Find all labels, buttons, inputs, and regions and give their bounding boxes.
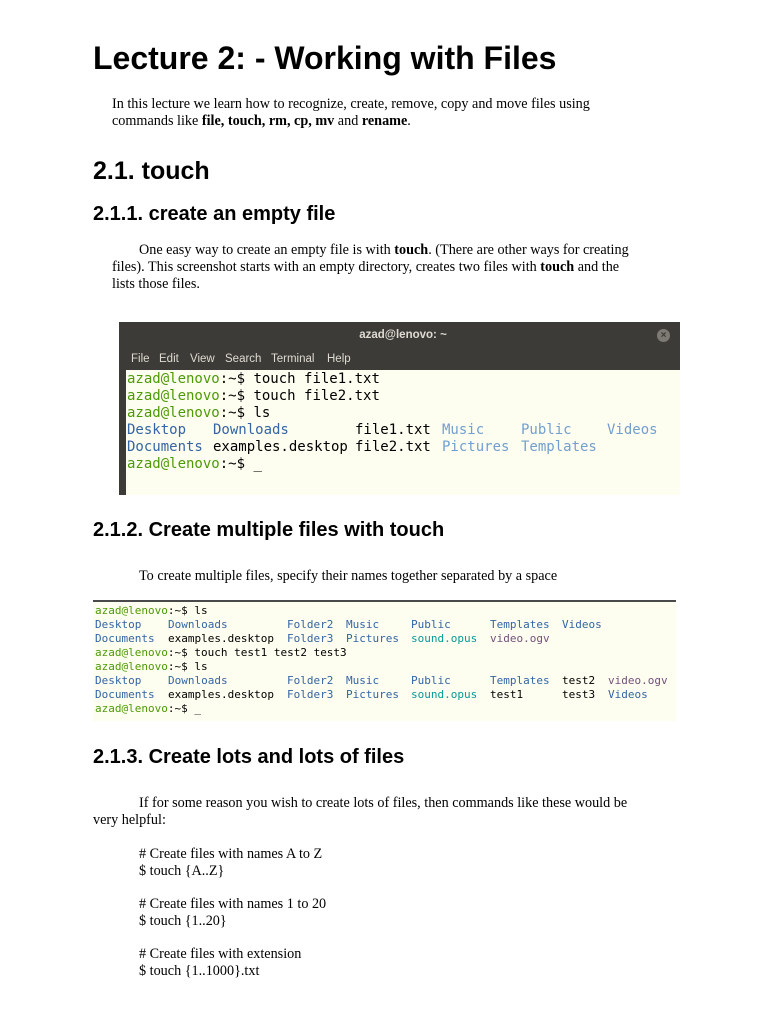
ls-item: Pictures [346,688,399,701]
ls-item: video.ogv [490,632,550,645]
ls-item: Music [346,674,380,687]
para-text-d: and the [574,259,620,275]
ls-item: Public [411,618,451,631]
code-command: $ touch {1..1000}.txt [139,963,260,979]
prompt-user: azad@lenovo [127,456,220,472]
ls-item: Downloads [213,422,289,438]
code-comment: # Create files with extension [139,946,302,962]
menu-edit: Edit [159,353,179,365]
para-line-2 [112,259,678,276]
cursor: _ [253,456,262,472]
para-touch-2: touch [540,259,575,275]
command: touch file2.txt [253,388,380,404]
prompt-user: azad@lenovo [127,388,220,404]
para-line-1 [112,242,678,259]
menu-help: Help [327,353,351,365]
code-command: $ touch {A..Z} [139,863,225,879]
ls-item: Videos [608,688,648,701]
ls-item: test2 [562,674,596,687]
intro-line-2 [112,113,692,130]
menu-search: Search [225,353,262,365]
ls-item: video.ogv [608,674,668,687]
ls-item: test1 [490,688,524,701]
ls-item: Downloads [168,674,228,687]
ls-item: Documents [127,439,203,455]
terminal-titlebar [126,322,680,351]
terminal-screenshot-2 [93,600,676,721]
ls-item: Templates [490,674,550,687]
intro-line-1: In this lecture we learn how to recognize, create, remove, copy and move files using [112,96,590,112]
terminal-screenshot-1 [119,322,680,495]
ls-item: Desktop [95,618,142,631]
terminal-menubar [126,351,680,370]
section-heading-2-1-2: 2.1.2. Create multiple files with touch [93,519,445,541]
intro-period: . [407,113,411,129]
terminal2-line-prompt: azad@lenovo:~$ _ [95,702,201,715]
section-2-1-1-paragraph [112,242,678,293]
ls-item: Desktop [95,674,142,687]
para-text-a: One easy way to create an empty file is with [139,242,395,258]
para-line-1: If for some reason you wish to create lots of files, then commands like these would be [139,795,628,811]
ls-item: Folder3 [287,632,334,645]
ls-item: Public [521,422,572,438]
terminal-window-title: azad@lenovo: ~ [359,329,447,341]
ls-item: Pictures [346,632,399,645]
menu-file: File [131,353,150,365]
section-heading-2-1: 2.1. touch [93,157,210,185]
ls-item: Folder3 [287,688,334,701]
menu-terminal: Terminal [271,353,315,365]
command: ls [253,405,271,421]
para-line-3: lists those files. [112,276,200,292]
command: touch file1.txt [253,371,380,387]
prompt-sep: :~$ [219,388,254,404]
section-2-1-3-paragraph [93,795,693,829]
terminal-line-prompt [127,456,262,473]
intro-paragraph [112,96,692,130]
ls-item: Folder2 [287,618,334,631]
ls-item: Documents [95,632,155,645]
ls-item: examples.desktop [168,632,274,645]
ls-item: Desktop [127,422,187,438]
para-text-c: files). This screenshot starts with an empty directory, creates two files with [112,259,541,275]
para-text-b: . (There are other ways for creating [428,242,629,258]
terminal-line-1 [127,371,380,388]
ls-item: examples.desktop [213,439,348,455]
ls-item: Downloads [168,618,228,631]
terminal2-line-touch: azad@lenovo:~$ touch test1 test2 test3 [95,646,347,659]
ls-item: sound.opus [411,632,478,645]
ls-item: Videos [562,618,602,631]
page-title: Lecture 2: - Working with Files [93,40,557,76]
close-icon: × [657,329,670,342]
ls-item: Videos [607,422,658,438]
terminal-line-3 [127,405,270,422]
para-line-2: very helpful: [93,812,166,828]
code-comment: # Create files with names A to Z [139,846,323,862]
ls-item: Music [346,618,380,631]
section-heading-2-1-1: 2.1.1. create an empty file [93,203,336,225]
para-touch-1: touch [394,242,429,258]
ls-item: Templates [490,618,550,631]
prompt-user: azad@lenovo [127,405,220,421]
ls-item: Music [442,422,485,438]
terminal-line-2 [127,388,380,405]
terminal-edge [119,322,126,495]
code-command: $ touch {1..20} [139,913,227,929]
prompt-sep: :~$ [219,405,254,421]
ls-item: file2.txt [355,439,431,455]
ls-item: sound.opus [411,688,478,701]
ls-item: Pictures [442,439,510,455]
section-heading-2-1-3: 2.1.3. Create lots and lots of files [93,746,405,768]
ls-item: Public [411,674,451,687]
intro-and: and [334,113,362,129]
ls-item: Documents [95,688,155,701]
section-2-1-2-paragraph: To create multiple files, specify their names together separated by a space [139,568,558,584]
code-block [139,846,326,980]
code-comment: # Create files with names 1 to 20 [139,896,327,912]
ls-item: test3 [562,688,596,701]
intro-rename: rename [361,113,408,129]
ls-item: Templates [521,439,597,455]
terminal2-line-1: azad@lenovo:~$ ls [95,604,208,617]
terminal-body [127,371,680,495]
prompt-sep: :~$ [219,456,254,472]
intro-text: commands like [112,113,202,129]
ls-item: Folder2 [287,674,334,687]
intro-commands: file, touch, rm, cp, mv [201,113,335,129]
ls-item: examples.desktop [168,688,274,701]
ls-item: file1.txt [355,422,431,438]
terminal2-line-ls: azad@lenovo:~$ ls [95,660,208,673]
prompt-user: azad@lenovo [127,371,220,387]
menu-view: View [190,353,215,365]
prompt-sep: :~$ [219,371,254,387]
